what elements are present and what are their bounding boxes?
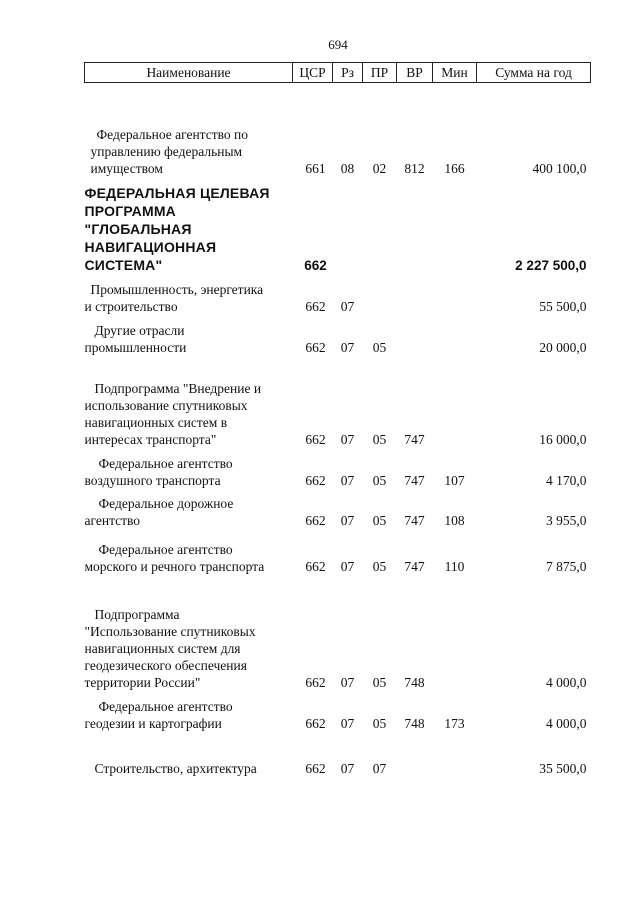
table-row bbox=[85, 732, 591, 777]
row-rz bbox=[333, 177, 363, 274]
row-rz: 07 bbox=[340, 339, 355, 355]
row-sum: 16 000,0 bbox=[539, 431, 587, 447]
row-name: Федеральное агентство по управлению федеральным имуществом bbox=[90, 126, 249, 176]
row-sum: 55 500,0 bbox=[539, 298, 587, 314]
row-rz: 07 bbox=[340, 760, 355, 776]
row-rz: 07 bbox=[340, 558, 355, 574]
row-csr: 662 bbox=[305, 512, 326, 528]
row-min bbox=[433, 356, 477, 448]
page-number: 694 bbox=[328, 37, 348, 52]
row-vr: 748 bbox=[404, 715, 425, 731]
row-pr: 05 bbox=[372, 512, 387, 528]
row-pr: 05 bbox=[372, 339, 387, 355]
row-csr: 662 bbox=[305, 760, 326, 776]
row-rz: 07 bbox=[340, 512, 355, 528]
row-rz: 07 bbox=[340, 472, 355, 488]
row-min bbox=[433, 732, 477, 777]
row-rz: 07 bbox=[340, 674, 355, 690]
row-min: 108 bbox=[444, 512, 465, 528]
row-sum: 7 875,0 bbox=[546, 558, 587, 574]
row-vr: 747 bbox=[404, 431, 425, 447]
row-rz: 07 bbox=[340, 715, 355, 731]
row-name: Строительство, архитектура bbox=[94, 760, 257, 776]
row-min bbox=[433, 274, 477, 315]
table-row bbox=[85, 691, 591, 732]
table-row bbox=[85, 448, 591, 489]
row-name: Федеральное агентство воздушного транспорта bbox=[84, 455, 233, 488]
header-row bbox=[85, 63, 591, 83]
row-pr: 05 bbox=[372, 674, 387, 690]
table-row bbox=[85, 575, 591, 691]
table-row bbox=[85, 123, 591, 177]
row-name: Федеральное агентство морского и речного транспорта bbox=[84, 541, 265, 574]
row-min bbox=[433, 177, 477, 274]
row-pr: 05 bbox=[372, 558, 387, 574]
row-pr: 05 bbox=[372, 715, 387, 731]
row-csr: 662 bbox=[305, 431, 326, 447]
row-csr: 662 bbox=[305, 558, 326, 574]
budget-table bbox=[84, 62, 591, 777]
row-pr: 05 bbox=[372, 472, 387, 488]
header-name: Наименование bbox=[85, 63, 293, 83]
header-pr: ПР bbox=[363, 63, 397, 83]
row-vr bbox=[397, 315, 433, 356]
row-csr: 662 bbox=[305, 472, 326, 488]
header-rz: Рз bbox=[333, 63, 363, 83]
table-row bbox=[85, 274, 591, 315]
table-row bbox=[85, 356, 591, 448]
row-name: Подпрограмма "Использование спутниковых навигационных систем для геодезического обеспечения территории России" bbox=[84, 606, 256, 690]
row-vr: 747 bbox=[404, 472, 425, 488]
row-csr: 662 bbox=[305, 339, 326, 355]
row-csr: 662 bbox=[305, 715, 326, 731]
table-body bbox=[85, 83, 591, 777]
row-vr: 747 bbox=[404, 512, 425, 528]
header-vr: ВР bbox=[397, 63, 433, 83]
row-min bbox=[433, 575, 477, 691]
row-name: Подпрограмма "Внедрение и использование спутниковых навигационных систем в интересах транспорта" bbox=[84, 380, 262, 447]
row-rz: 07 bbox=[340, 431, 355, 447]
row-pr: 07 bbox=[372, 760, 387, 776]
table-header bbox=[85, 63, 591, 83]
row-min bbox=[433, 315, 477, 356]
row-csr: 662 bbox=[305, 674, 326, 690]
row-min: 166 bbox=[444, 160, 465, 176]
row-pr: 05 bbox=[372, 431, 387, 447]
header-min: Мин bbox=[433, 63, 477, 83]
table-row bbox=[85, 177, 591, 274]
row-sum: 4 170,0 bbox=[546, 472, 587, 488]
row-name: Федеральное агентство геодезии и картографии bbox=[84, 698, 233, 731]
row-sum: 4 000,0 bbox=[546, 715, 587, 731]
row-min: 107 bbox=[444, 472, 465, 488]
table-row bbox=[85, 315, 591, 356]
row-pr: 02 bbox=[372, 160, 387, 176]
row-min: 110 bbox=[444, 558, 465, 574]
row-pr bbox=[363, 274, 397, 315]
row-vr bbox=[397, 732, 433, 777]
row-sum: 2 227 500,0 bbox=[515, 257, 587, 273]
row-name: Федеральное дорожное агентство bbox=[84, 495, 234, 528]
table-row bbox=[85, 529, 591, 575]
row-sum: 3 955,0 bbox=[546, 512, 587, 528]
row-rz: 08 bbox=[340, 160, 355, 176]
row-min: 173 bbox=[444, 715, 465, 731]
row-vr bbox=[397, 274, 433, 315]
row-name: Другие отрасли промышленности bbox=[84, 322, 187, 355]
row-sum: 20 000,0 bbox=[539, 339, 587, 355]
row-sum: 35 500,0 bbox=[539, 760, 587, 776]
row-csr: 661 bbox=[305, 160, 326, 176]
row-name: Промышленность, энергетика и строительство bbox=[84, 281, 264, 314]
header-csr: ЦСР bbox=[293, 63, 333, 83]
row-vr: 748 bbox=[404, 674, 425, 690]
header-sum: Сумма на год bbox=[477, 63, 591, 83]
row-vr: 812 bbox=[404, 160, 425, 176]
row-rz: 07 bbox=[340, 298, 355, 314]
row-pr bbox=[363, 177, 397, 274]
row-vr: 747 bbox=[404, 558, 425, 574]
row-name: ФЕДЕРАЛЬНАЯ ЦЕЛЕВАЯ ПРОГРАММА "ГЛОБАЛЬНАЯ НАВИГАЦИОННАЯ СИСТЕМА" bbox=[84, 184, 270, 273]
row-csr: 662 bbox=[304, 257, 327, 273]
spacer-row bbox=[85, 83, 591, 123]
row-sum: 400 100,0 bbox=[532, 160, 587, 176]
row-sum: 4 000,0 bbox=[546, 674, 587, 690]
row-csr: 662 bbox=[305, 298, 326, 314]
row-vr bbox=[397, 177, 433, 274]
table-row bbox=[85, 489, 591, 529]
